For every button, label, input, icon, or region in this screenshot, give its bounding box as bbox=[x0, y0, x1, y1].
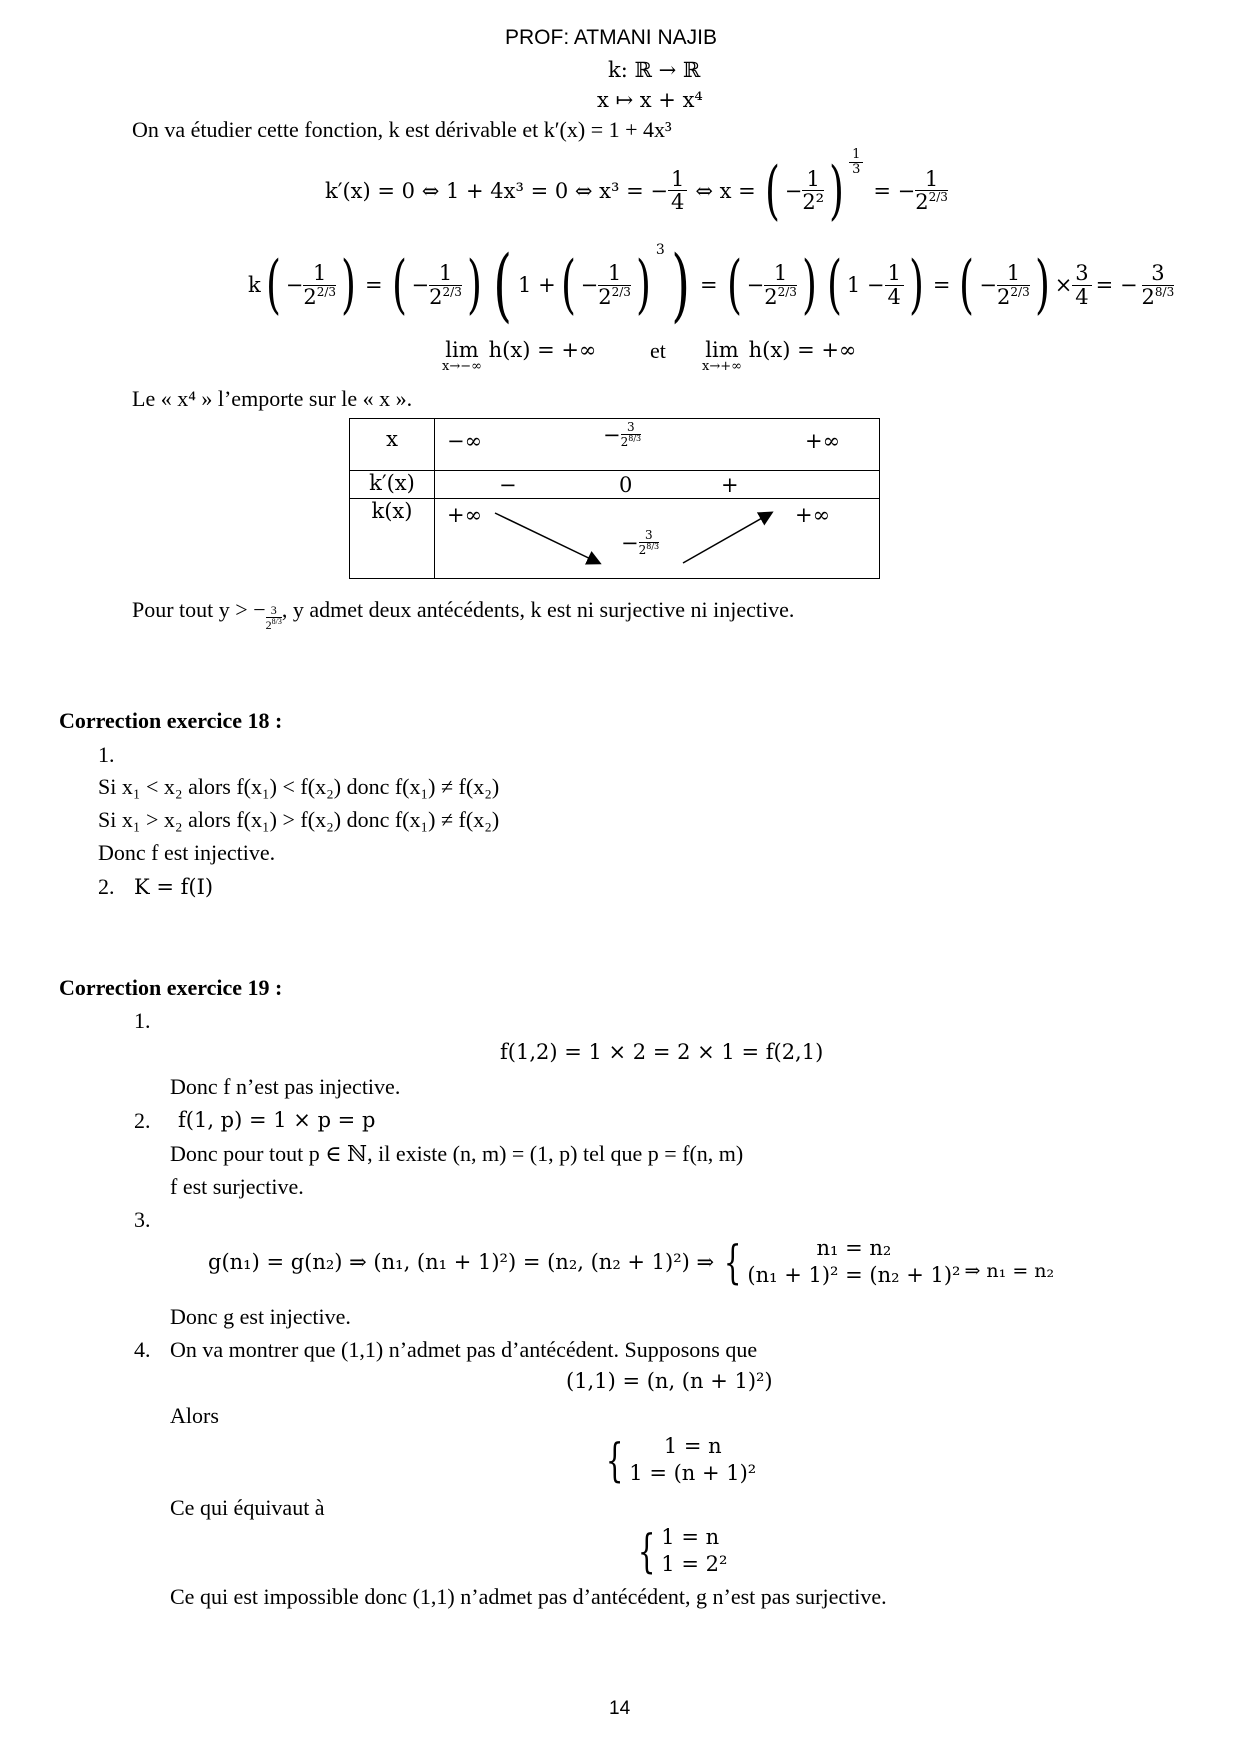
lim-subscript: x→+∞ bbox=[702, 359, 742, 374]
derivative-equation: k′(x) = 0 ⇔ 1 + 4x³ = 0 ⇔ x³ = − $\frac{1}{4}$ ⇔ x = ( − $\frac{1}{\text{2²}}$ ) $\frac{1}{3}$ = − $\frac{1}{2^{2/3}}$ bbox=[325, 147, 948, 228]
left-paren: ( bbox=[826, 248, 842, 322]
fraction-numerator: 1 bbox=[802, 168, 824, 191]
row-label-derivative: k′(x) bbox=[350, 471, 435, 499]
fraction-critical-point bbox=[997, 262, 1030, 307]
conclusion-after: , y admet deux antécédents, k est ni surjective ni injective. bbox=[281, 596, 795, 622]
fraction-denominator: $2^{2/3}$ bbox=[764, 284, 797, 309]
ex19-line4: Donc g est injective. bbox=[170, 1304, 351, 1329]
system-1 bbox=[629, 1433, 756, 1488]
fraction-denominator: 3 bbox=[852, 161, 861, 177]
page-number: 14 bbox=[609, 1698, 631, 1719]
fraction-numerator: 1 bbox=[915, 168, 948, 191]
fraction-numerator: 1 bbox=[668, 168, 687, 191]
function-definition-line2: x ↦ x + x⁴ bbox=[597, 88, 703, 112]
ex18-item1-number: 1. bbox=[98, 742, 115, 767]
table-row-x bbox=[350, 419, 880, 471]
fraction-denominator: $2^{2/3}$ bbox=[997, 284, 1030, 309]
fraction-numerator: 1 bbox=[849, 148, 863, 163]
left-paren: ( bbox=[959, 248, 975, 322]
variation-arrows bbox=[435, 499, 879, 579]
fraction-one-quarter bbox=[668, 168, 687, 213]
table-row-derivative bbox=[350, 471, 880, 499]
fraction-three-quarters bbox=[1072, 262, 1091, 307]
left-brace: { bbox=[605, 1433, 624, 1487]
row-k-variations bbox=[435, 499, 880, 579]
ex19-line3: f est surjective. bbox=[170, 1174, 304, 1199]
fraction-numerator: 1 bbox=[429, 262, 462, 285]
fraction-numerator: 1 bbox=[997, 262, 1030, 285]
system-line: 1 = n bbox=[663, 1433, 722, 1458]
fraction-critical-point bbox=[429, 262, 462, 307]
exponent-one-third bbox=[849, 148, 863, 176]
sign-zero: 0 bbox=[619, 473, 633, 497]
one-minus: 1 − bbox=[846, 273, 885, 297]
lim-subscript: x→−∞ bbox=[442, 359, 482, 374]
lim-label: lim bbox=[445, 338, 479, 362]
limit-et: et bbox=[650, 338, 666, 363]
fraction-denominator: $2^{8/3}$ bbox=[265, 616, 282, 632]
fraction-result bbox=[915, 168, 948, 213]
fraction-denominator: 4 bbox=[1075, 284, 1089, 309]
ex18-title: Correction exercice 18 : bbox=[59, 708, 283, 733]
right-paren: ) bbox=[671, 238, 690, 331]
arrow-increasing bbox=[683, 513, 771, 563]
ex19-eq2: f(1, p) = 1 × p = p bbox=[178, 1108, 376, 1132]
ex19-system2 bbox=[632, 1522, 727, 1580]
left-brace: { bbox=[637, 1524, 656, 1578]
ex19-eq1: f(1,2) = 1 × 2 = 2 × 1 = f(2,1) bbox=[500, 1040, 824, 1064]
fraction-critical-point bbox=[598, 262, 631, 307]
left-paren: ( bbox=[265, 248, 281, 322]
fraction-critical-point bbox=[303, 262, 336, 307]
right-paren: ) bbox=[466, 248, 482, 322]
row-label-x: x bbox=[350, 419, 435, 471]
fraction-denominator: $2^{2/3}$ bbox=[429, 284, 462, 309]
eq3-left: g(n₁) = g(n₂) ⇒ (n₁, (n₁ + 1)²) = (n₂, (n₂ + 1)²) ⇒ bbox=[208, 1250, 715, 1274]
lim-label: lim bbox=[705, 338, 739, 362]
fraction-quarter bbox=[885, 262, 904, 307]
left-paren: ( bbox=[726, 248, 742, 322]
cube-exponent: 3 bbox=[655, 242, 665, 258]
k-right-infinity: +∞ bbox=[795, 503, 831, 527]
row-derivative-signs bbox=[435, 471, 880, 499]
fraction-numerator: 1 bbox=[598, 262, 631, 285]
left-paren: ( bbox=[560, 248, 576, 322]
function-k: k bbox=[248, 273, 261, 297]
left-paren: ( bbox=[391, 248, 407, 322]
limit-expression: h(x) = +∞ bbox=[748, 338, 857, 362]
conclusion-text bbox=[132, 588, 794, 631]
ex18-line3: Donc f est injective. bbox=[98, 840, 276, 865]
fraction-minimum-value bbox=[1142, 262, 1175, 307]
one-plus: 1 + bbox=[518, 273, 556, 297]
k-left-infinity: +∞ bbox=[447, 503, 483, 527]
derivative-left: k′(x) = 0 ⇔ 1 + 4x³ = 0 ⇔ x³ = − bbox=[325, 178, 668, 203]
limit-right bbox=[702, 338, 856, 374]
x-plus-infinity: +∞ bbox=[805, 429, 841, 453]
fraction-denominator: $2^{2/3}$ bbox=[598, 284, 631, 309]
conclusion-fraction bbox=[266, 604, 282, 631]
ex19-item2-number: 2. bbox=[134, 1108, 151, 1133]
ex19-eq3 bbox=[208, 1232, 1054, 1292]
system-line: n₁ = n₂ bbox=[816, 1235, 892, 1260]
fraction-denominator: $2^{8/3}$ bbox=[620, 433, 642, 449]
fraction-numerator: 3 bbox=[621, 421, 642, 435]
system-line: (n₁ + 1)² = (n₂ + 1)² bbox=[747, 1263, 961, 1287]
limit-expression: h(x) = +∞ bbox=[488, 338, 597, 362]
fraction-denominator: $2^{8/3}$ bbox=[1141, 284, 1175, 309]
system-line: 1 = 2² bbox=[661, 1552, 728, 1576]
variation-table bbox=[349, 418, 880, 579]
ex19-eq4: (1,1) = (n, (n + 1)²) bbox=[566, 1369, 773, 1393]
ex18-line4: K = f(I) bbox=[134, 875, 214, 899]
derivative-mid: ⇔ x = bbox=[695, 178, 756, 203]
table-row-k bbox=[350, 499, 880, 579]
ex18-line2: Si x₁ > x₂ alors f(x₁) > f(x₂) donc f(x₁) ≠ f(x₂) bbox=[98, 807, 500, 832]
fraction-denominator: $2^{2/3}$ bbox=[303, 284, 336, 309]
fraction-denominator: $2^{2/3}$ bbox=[915, 190, 948, 214]
right-paren: ) bbox=[829, 153, 845, 228]
ex19-line1: Donc f n’est pas injective. bbox=[170, 1074, 401, 1099]
x-minus-infinity: −∞ bbox=[447, 429, 483, 453]
fraction-critical-point bbox=[764, 262, 797, 307]
right-paren: ) bbox=[801, 248, 817, 322]
left-paren: ( bbox=[764, 153, 780, 228]
value-equation: k ( − $\frac{1}{2^{2/3}}$ ) = ( − $\frac{1}{2^{2/3}}$ ) ( 1 + ( − $\frac{1}{2^{2/3}}$ ) $^3$ ) = ( − $\frac{1}{2^{2/3}}$ ) ( 1 − $\frac{1}{4}$ ) = ( − $\frac{1}{2^{2/3}}$ ) × $\frac{3}{4}$ = − $\frac{3}{2^{8/3}}$ bbox=[248, 238, 1175, 331]
author-header: PROF: ATMANI NAJIB bbox=[505, 26, 717, 49]
fraction-denominator: $2^{8/3}$ bbox=[638, 541, 660, 557]
ex19-item1-number: 1. bbox=[134, 1008, 151, 1033]
system-line: 1 = (n + 1)² bbox=[629, 1461, 757, 1485]
fraction-numerator: 1 bbox=[764, 262, 797, 285]
left-paren: ( bbox=[493, 238, 512, 331]
fraction-denominator: 2² bbox=[802, 190, 825, 214]
intro-text: On va étudier cette fonction, k est dérivable et k′(x) = 1 + 4x³ bbox=[132, 117, 672, 142]
conclusion-before: Pour tout y > − bbox=[132, 596, 266, 622]
ex19-line6: Alors bbox=[170, 1403, 219, 1428]
fraction-numerator: 3 bbox=[1072, 262, 1091, 285]
derivative-eq: = − bbox=[873, 178, 916, 203]
arrow-decreasing bbox=[495, 513, 599, 563]
ex18-item2-number: 2. bbox=[98, 874, 115, 899]
sign-negative: − bbox=[499, 473, 517, 497]
left-brace: { bbox=[723, 1235, 742, 1289]
fraction-denominator: 4 bbox=[670, 190, 685, 214]
ex19-item3-number: 3. bbox=[134, 1207, 151, 1232]
dominance-text: Le « x⁴ » l’emporte sur le « x ». bbox=[132, 386, 413, 411]
fraction-numerator: 3 bbox=[1142, 262, 1175, 285]
sign-positive: + bbox=[721, 473, 739, 497]
eq3-system bbox=[747, 1235, 960, 1290]
row-label-k: k(x) bbox=[350, 499, 435, 579]
fraction-numerator: 3 bbox=[266, 604, 282, 618]
times-sign: × bbox=[1054, 273, 1073, 297]
fraction-numerator: 1 bbox=[885, 262, 904, 285]
ex18-line1: Si x₁ < x₂ alors f(x₁) < f(x₂) donc f(x₁) ≠ f(x₂) bbox=[98, 774, 500, 799]
right-paren: ) bbox=[908, 248, 924, 322]
eq3-right: ⇒ n₁ = n₂ bbox=[964, 1260, 1055, 1282]
ex19-line2: Donc pour tout p ∈ ℕ, il existe (n, m) = (1, p) tel que p = f(n, m) bbox=[170, 1141, 744, 1166]
fraction-one-over-four bbox=[802, 168, 824, 213]
ex19-line8: Ce qui est impossible donc (1,1) n’admet pas d’antécédent, g n’est pas surjective. bbox=[170, 1584, 887, 1609]
limit-left bbox=[442, 338, 596, 374]
right-paren: ) bbox=[340, 248, 356, 322]
system-line: 1 = n bbox=[661, 1524, 720, 1549]
k-minimum-value: − $\frac{3}{2^{8/3}}$ bbox=[621, 528, 660, 557]
right-paren: ) bbox=[635, 248, 651, 322]
ex19-line7: Ce qui équivaut à bbox=[170, 1495, 325, 1520]
fraction-numerator: 3 bbox=[639, 529, 660, 543]
ex19-system1 bbox=[600, 1430, 756, 1490]
right-paren: ) bbox=[1034, 248, 1050, 322]
fraction-numerator: 1 bbox=[303, 262, 336, 285]
x-critical-point: − $\frac{3}{2^{8/3}}$ bbox=[603, 420, 642, 449]
ex19-item4-number: 4. bbox=[134, 1337, 151, 1362]
ex19-title: Correction exercice 19 : bbox=[59, 975, 283, 1000]
system-2 bbox=[661, 1524, 727, 1579]
function-definition-line1: k: ℝ → ℝ bbox=[608, 58, 701, 82]
row-x-values bbox=[435, 419, 880, 471]
ex19-line5: On va montrer que (1,1) n’admet pas d’antécédent. Supposons que bbox=[170, 1337, 758, 1362]
fraction-denominator: 4 bbox=[887, 284, 901, 309]
